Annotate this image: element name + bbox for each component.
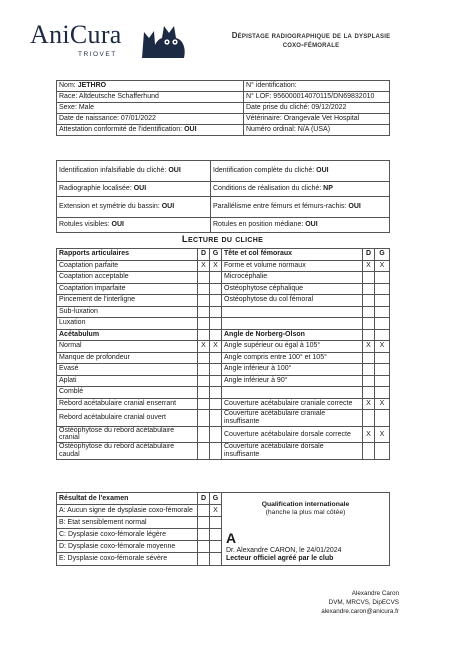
birth-cell: Date de naissance: 07/01/2022 <box>57 114 244 125</box>
left-g-mark <box>210 352 222 364</box>
lof-cell: N° LOF: 956000014070115/DN69832010 <box>244 92 390 103</box>
right-d-mark <box>363 387 375 399</box>
right-label: Couverture acétabulaire dorsale insuffisante <box>222 443 363 460</box>
right-d-mark <box>363 443 375 460</box>
result-g-mark <box>210 517 222 529</box>
right-label <box>222 306 363 318</box>
left-label: Rebord acétabulaire cranial enserrant <box>57 398 198 410</box>
result-g-mark <box>210 541 222 553</box>
result-d-mark <box>198 553 210 565</box>
radio-label: Radiographie localisée: <box>59 185 132 193</box>
left-g-mark <box>210 364 222 376</box>
left-label: Ostéophytose du rebord acétabulaire caudal <box>57 443 198 460</box>
reading-row <box>57 283 390 295</box>
result-g-mark <box>210 529 222 541</box>
right-g-mark <box>375 364 390 376</box>
rotules-median-cell <box>211 218 390 233</box>
right-d-mark <box>363 375 375 387</box>
reading-row <box>57 341 390 353</box>
left-g-mark <box>210 426 222 443</box>
left-label: Coaptation parfaite <box>57 260 198 272</box>
right-label: Ostéophytose du col fémoral <box>222 295 363 307</box>
right-g-mark <box>375 283 390 295</box>
reading-row <box>57 318 390 330</box>
right-d-mark <box>363 410 375 427</box>
ident-cliche-value: OUI <box>168 167 181 175</box>
rotules-value: OUI <box>111 221 124 229</box>
left-d-mark: X <box>198 260 210 272</box>
right-g-mark: X <box>375 426 390 443</box>
parallel-value: OUI <box>348 203 361 211</box>
ident-cliche-label: Identification infalsifiable du cliché: <box>59 167 167 175</box>
reading-subheader-row <box>57 329 390 341</box>
right-d-mark: X <box>363 426 375 443</box>
attestation-label: Attestation conformité de l'identification: <box>59 126 183 134</box>
left-g-mark <box>210 398 222 410</box>
right-d-mark <box>363 318 375 330</box>
parallel-label: Parallélisme entre fémurs et fémurs-rachis: <box>213 203 347 211</box>
extension-cell <box>57 197 211 218</box>
right-g-mark: X <box>375 260 390 272</box>
reading-row <box>57 398 390 410</box>
col-g: G <box>210 249 222 261</box>
left-g-mark <box>210 375 222 387</box>
reading-row <box>57 364 390 376</box>
id-cell: N° identification: <box>244 81 390 92</box>
right-d-mark: X <box>363 398 375 410</box>
reading-row <box>57 272 390 284</box>
right-label: Couverture acétabulaire craniale correcte <box>222 398 363 410</box>
right-g-mark <box>375 352 390 364</box>
reading-body <box>57 249 390 460</box>
right-label: Microcéphalie <box>222 272 363 284</box>
left-d-mark <box>198 295 210 307</box>
col-g: G <box>210 493 222 505</box>
left-label: Sub-luxation <box>57 306 198 318</box>
result-d-mark <box>198 517 210 529</box>
right-d-mark <box>363 283 375 295</box>
left-d-mark <box>198 364 210 376</box>
left-label: Ostéophytose du rebord acétabulaire cranial <box>57 426 198 443</box>
reader-role: Lecteur officiel agréé par le club <box>226 554 334 562</box>
reading-row <box>57 260 390 272</box>
col-d: D <box>198 249 210 261</box>
left-d-mark <box>198 375 210 387</box>
col-d: D <box>198 493 210 505</box>
extension-value: OUI <box>161 203 175 211</box>
ident-cliche-cell <box>57 161 211 182</box>
right-label: Angle supérieur ou égal à 105° <box>222 341 363 353</box>
brand-name: AniCura <box>30 20 122 49</box>
reading-row <box>57 443 390 460</box>
left-label: Coaptation acceptable <box>57 272 198 284</box>
qualification-title: Qualification internationale <box>261 501 350 508</box>
right-g-mark <box>375 306 390 318</box>
rotules-label: Rotules visibles: <box>59 221 110 229</box>
right-g-mark: X <box>375 341 390 353</box>
right-label: Angle inférieur à 90° <box>222 375 363 387</box>
left-d-mark <box>198 272 210 284</box>
rotules-cell <box>57 218 211 233</box>
left-label: Coaptation imparfaite <box>57 283 198 295</box>
right-g-mark <box>375 443 390 460</box>
acetabulum-header: Acétabulum <box>57 329 198 341</box>
left-d-mark <box>198 426 210 443</box>
right-label: Angle compris entre 100° et 105° <box>222 352 363 364</box>
left-d-mark <box>198 443 210 460</box>
right-label: Angle inférieur à 100° <box>222 364 363 376</box>
norberg-header: Angle de Norberg-Olson <box>222 329 363 341</box>
right-g-mark: X <box>375 398 390 410</box>
ident-complete-value: OUI <box>316 167 329 175</box>
right-d-mark: X <box>363 341 375 353</box>
empty-cell <box>375 329 390 341</box>
reading-row <box>57 295 390 307</box>
right-label <box>222 318 363 330</box>
left-d-mark <box>198 318 210 330</box>
result-d-mark <box>198 529 210 541</box>
radio-value: OUI <box>133 185 147 193</box>
left-d-mark: X <box>198 341 210 353</box>
brand-subtitle: TRIOVET <box>78 51 117 58</box>
col-g: G <box>375 249 390 261</box>
left-label: Comblé <box>57 387 198 399</box>
reading-table <box>56 248 390 460</box>
ident-complete-label: Identification complète du cliché: <box>213 167 315 175</box>
cond-label: Conditions de réalisation du cliché: <box>213 185 322 193</box>
race-cell: Race: Altdeutsche Schafferhund <box>57 92 244 103</box>
reading-row <box>57 375 390 387</box>
sex-cell: Sexe: Male <box>57 103 244 114</box>
result-g-mark: X <box>210 505 222 517</box>
signer-email: alexandre.caron@anicura.fr <box>321 608 399 616</box>
right-label: Ostéophytose céphalique <box>222 283 363 295</box>
left-section-header: Rapports articulaires <box>57 249 198 261</box>
left-d-mark <box>198 410 210 427</box>
grade-value: A <box>226 530 237 547</box>
ordinal-cell: Numéro ordinal: N/A (USA) <box>244 125 390 136</box>
col-d: D <box>363 249 375 261</box>
name-label: Nom: <box>59 82 76 90</box>
left-d-mark <box>198 283 210 295</box>
result-g-mark <box>210 553 222 565</box>
left-d-mark <box>198 306 210 318</box>
left-d-mark <box>198 352 210 364</box>
empty-cell <box>198 329 210 341</box>
reading-row <box>57 426 390 443</box>
title-line-2: coxo-fémorale <box>282 39 340 49</box>
right-label: Couverture acétabulaire dorsale correcte <box>222 426 363 443</box>
left-g-mark <box>210 318 222 330</box>
left-g-mark: X <box>210 260 222 272</box>
attestation-value: OUI <box>184 126 197 134</box>
signer-name: Alexandre Caron <box>351 590 399 597</box>
result-label: C: Dysplasie coxo-fémorale légère <box>57 529 198 541</box>
reader-line: Dr. Alexandre CARON, le 24/01/2024 <box>226 546 342 554</box>
result-d-mark <box>198 541 210 553</box>
vet-cell: Vétérinaire: Orangevale Vet Hospital <box>244 114 390 125</box>
right-d-mark <box>363 352 375 364</box>
left-g-mark <box>210 443 222 460</box>
right-d-mark <box>363 295 375 307</box>
rotules-median-value: OUI <box>305 221 318 229</box>
empty-cell <box>363 329 375 341</box>
result-label: D: Dysplasie coxo-fémorale moyenne <box>57 541 198 553</box>
radio-cell <box>57 182 211 197</box>
result-table <box>56 492 390 566</box>
anicura-logo <box>30 18 190 68</box>
ident-complete-cell <box>211 161 390 182</box>
right-d-mark <box>363 306 375 318</box>
right-d-mark: X <box>363 260 375 272</box>
reading-row <box>57 352 390 364</box>
right-section-header: Tête et col fémoraux <box>222 249 363 261</box>
result-label: A: Aucun signe de dysplasie coxo-fémorale <box>57 505 198 517</box>
left-d-mark <box>198 398 210 410</box>
reading-row <box>57 306 390 318</box>
left-label: Evasé <box>57 364 198 376</box>
attestation-cell <box>57 125 244 136</box>
left-label: Luxation <box>57 318 198 330</box>
reading-row <box>57 410 390 427</box>
left-g-mark <box>210 387 222 399</box>
title-line-1: Dépistage radiographique de la dysplasie <box>231 31 391 40</box>
cat-dog-logo-icon <box>140 18 190 62</box>
lecture-heading: Lecture du cliche <box>181 234 264 245</box>
qualification-subtitle: (hanche la plus mal côtée) <box>265 508 346 516</box>
right-g-mark <box>375 272 390 284</box>
left-d-mark <box>198 387 210 399</box>
right-g-mark <box>375 295 390 307</box>
right-label <box>222 387 363 399</box>
left-g-mark: X <box>210 341 222 353</box>
qualification-panel <box>222 493 390 566</box>
left-label: Pincement de l'interligne <box>57 295 198 307</box>
signature-block <box>321 589 399 616</box>
right-g-mark <box>375 318 390 330</box>
result-body <box>57 493 390 566</box>
left-g-mark <box>210 410 222 427</box>
left-label: Normal <box>57 341 198 353</box>
result-header: Résultat de l'examen <box>57 493 198 505</box>
left-g-mark <box>210 272 222 284</box>
left-label: Aplati <box>57 375 198 387</box>
right-d-mark <box>363 272 375 284</box>
left-g-mark <box>210 306 222 318</box>
right-g-mark <box>375 375 390 387</box>
identity-table <box>56 80 390 136</box>
parallel-cell <box>211 197 390 218</box>
left-label: Rebord acétabulaire cranial ouvert <box>57 410 198 427</box>
name-value: JETHRO <box>77 82 107 90</box>
right-g-mark <box>375 387 390 399</box>
right-label: Couverture acétabulaire craniale insuffisante <box>222 410 363 427</box>
cond-cell <box>211 182 390 197</box>
name-cell <box>57 81 244 92</box>
empty-cell <box>210 329 222 341</box>
cond-value: NP <box>323 185 333 193</box>
date-taken-cell: Date prise du cliché: 09/12/2022 <box>244 103 390 114</box>
left-label: Manque de profondeur <box>57 352 198 364</box>
result-label: E: Dysplasie coxo-fémorale sévère <box>57 553 198 565</box>
left-g-mark <box>210 295 222 307</box>
document-title <box>211 32 411 50</box>
extension-label: Extension et symétrie du bassin: <box>59 203 160 211</box>
reading-row <box>57 387 390 399</box>
right-label: Forme et volume normaux <box>222 260 363 272</box>
signer-titles: DVM, MRCVS, DipECVS <box>328 599 399 607</box>
right-g-mark <box>375 410 390 427</box>
conditions-table <box>56 160 390 233</box>
result-d-mark <box>198 505 210 517</box>
rotules-median-label: Rotules en position médiane: <box>213 221 304 229</box>
result-label: B: Etat sensiblement normal <box>57 517 198 529</box>
left-g-mark <box>210 283 222 295</box>
right-d-mark <box>363 364 375 376</box>
